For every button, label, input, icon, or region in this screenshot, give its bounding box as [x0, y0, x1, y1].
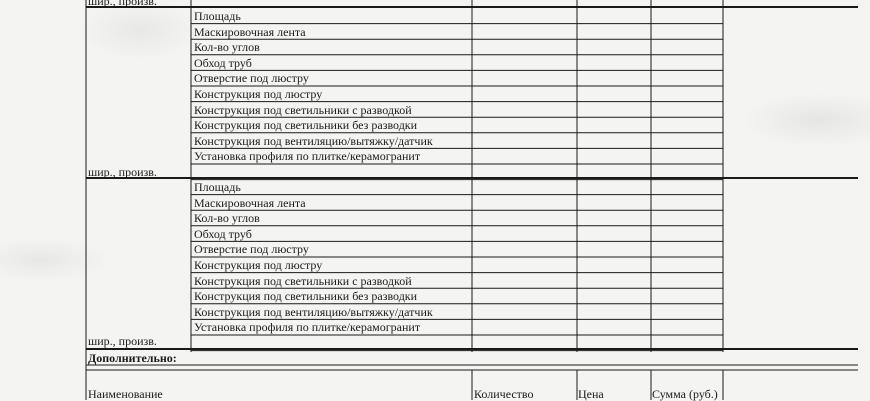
- block-2-item: Площадь: [194, 180, 241, 194]
- block-1-item: Маскировочная лента: [194, 24, 306, 39]
- block-2-item: Кол-во углов: [194, 211, 260, 226]
- additional-section-title: Дополнительно:: [88, 351, 177, 365]
- block-1-item: Конструкция под светильники без разводки: [194, 118, 418, 133]
- block-2-item: Конструкция под вентиляцию/вытяжку/датчик: [194, 304, 433, 319]
- block-1-left-label: шир., произв.: [88, 165, 157, 179]
- block-1-item: Отверстие под люстру: [194, 71, 309, 86]
- block-2-item: Конструкция под люстру: [194, 258, 323, 272]
- block-2-item: Установка профиля по плитке/керамогранит: [194, 320, 421, 335]
- header-quantity: Количество: [474, 387, 534, 401]
- block-2-item: Отверстие под люстру: [194, 242, 309, 257]
- block-1-item: Конструкция под вентиляцию/вытяжку/датчик: [194, 133, 433, 148]
- header-sum: Сумма (руб.): [652, 387, 718, 401]
- block-2-item: Конструкция под светильники с разводкой: [194, 273, 412, 288]
- header-name: Наименование: [88, 387, 163, 401]
- block-1-item: Площадь: [194, 9, 241, 23]
- top-cut-label: шир., произв.: [88, 0, 157, 8]
- block-2-item: Конструкция под светильники без разводки: [194, 289, 418, 304]
- block-2-item: Маскировочная лента: [194, 195, 306, 210]
- block-1-item: Конструкция под люстру: [194, 87, 323, 101]
- block-1-item: Конструкция под светильники с разводкой: [194, 102, 412, 117]
- block-1-item: Обход труб: [194, 55, 252, 70]
- header-price: Цена: [578, 387, 604, 401]
- block-1-item: Кол-во углов: [194, 40, 260, 55]
- block-2-left-label: шир., произв.: [88, 334, 157, 348]
- block-1-item: Установка профиля по плитке/керамогранит: [194, 149, 421, 164]
- block-2-item: Обход труб: [194, 226, 252, 241]
